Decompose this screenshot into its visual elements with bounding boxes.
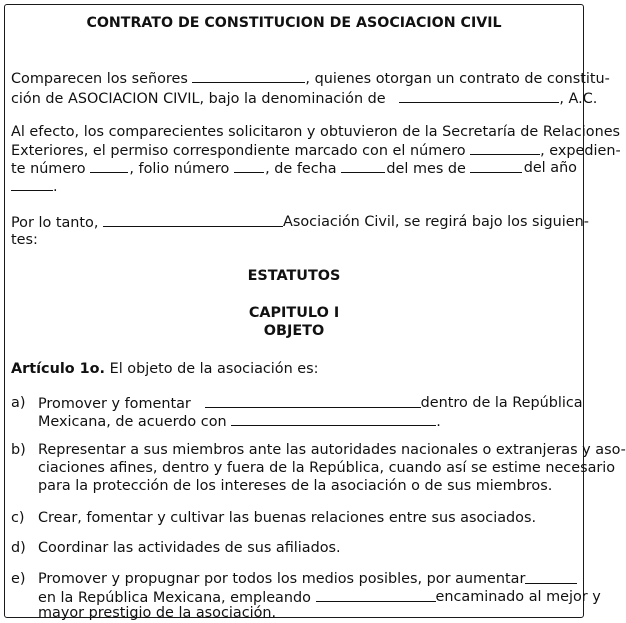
blank-acuerdo bbox=[231, 412, 436, 426]
blank-anio bbox=[11, 177, 53, 191]
para2-text-a: Exteriores, el permiso correspondiente marcado con el número bbox=[11, 143, 466, 159]
item-c-letter: c) bbox=[11, 510, 25, 526]
item-e-text-a: Promover y propugnar por todos los medios posibles, por aumentar bbox=[38, 571, 526, 587]
articulo-text: El objeto de la asociación es: bbox=[109, 361, 319, 377]
para2-period: . bbox=[53, 179, 58, 195]
para2-fecha bbox=[265, 159, 385, 178]
blank-empleando bbox=[316, 588, 436, 602]
item-a-line2 bbox=[38, 412, 577, 431]
item-d-line1: Coordinar las actividades de sus afiliados. bbox=[38, 540, 341, 556]
blank-folio bbox=[234, 159, 264, 173]
item-b-letter: b) bbox=[11, 442, 26, 458]
para2-line4 bbox=[11, 177, 577, 196]
item-e-letter: e) bbox=[11, 571, 26, 587]
para1-line2 bbox=[11, 89, 598, 108]
label-anio: del año bbox=[523, 160, 577, 176]
document-title: CONTRATO DE CONSTITUCION DE ASOCIACION CIVIL bbox=[86, 15, 502, 31]
item-a-text-b: dentro de la República bbox=[420, 395, 583, 411]
item-b-line2: ciaciones afines, dentro y fuera de la República, cuando así se estime necesario bbox=[38, 460, 616, 476]
para1-text-b: , quienes otorgan un contrato de constitu- bbox=[305, 71, 610, 87]
label-por-lo-tanto: Por lo tanto, bbox=[11, 215, 99, 231]
heading-objeto: OBJETO bbox=[263, 323, 325, 339]
blank-denominacion bbox=[399, 89, 559, 103]
para2-numero bbox=[11, 159, 128, 178]
item-e-line3: mayor prestigio de la asociación. bbox=[38, 605, 277, 621]
para3-line2: tes: bbox=[11, 232, 38, 248]
blank-numero-permiso bbox=[470, 141, 540, 155]
label-fecha: , de fecha bbox=[265, 161, 337, 177]
item-a-line1 bbox=[38, 394, 583, 413]
item-c-line1: Crear, fomentar y cultivar las buenas relaciones entre sus asociados. bbox=[38, 510, 537, 526]
blank-fecha bbox=[341, 159, 385, 173]
articulo-1-line bbox=[11, 360, 577, 378]
para1-line1 bbox=[11, 69, 610, 88]
para1-text-d: , A.C. bbox=[559, 91, 598, 107]
heading-estatutos: ESTATUTOS bbox=[247, 268, 341, 284]
para2-text-b: , expedien- bbox=[540, 143, 621, 159]
heading-capitulo: CAPITULO I bbox=[248, 305, 340, 321]
item-e-text-c: encaminado al mejor y bbox=[435, 589, 601, 605]
blank-senores bbox=[192, 69, 305, 83]
item-a-text-c: Mexicana, de acuerdo con bbox=[38, 414, 227, 430]
para2-folio bbox=[129, 159, 264, 178]
label-folio: , folio número bbox=[129, 161, 230, 177]
para2-mes bbox=[386, 159, 522, 178]
para3-start bbox=[11, 213, 283, 232]
item-a-letter: a) bbox=[11, 395, 26, 411]
para2-line2 bbox=[11, 141, 621, 160]
para2-line3 bbox=[11, 159, 577, 178]
label-te-numero: te número bbox=[11, 161, 86, 177]
para3-text-b: Asociación Civil, se regirá bajo los siguien- bbox=[283, 214, 589, 230]
item-a-start bbox=[38, 394, 421, 413]
para1-text-c: ción de ASOCIACION CIVIL, bajo la denominación de bbox=[11, 91, 386, 107]
item-a-period: . bbox=[436, 414, 441, 430]
blank-fomentar bbox=[205, 394, 421, 408]
item-d-letter: d) bbox=[11, 540, 26, 556]
item-e-text-b: en la República Mexicana, empleando bbox=[38, 590, 311, 606]
para2-line1: Al efecto, los comparecientes solicitaron y obtuvieron de la Secretaría de Relaciones bbox=[11, 124, 621, 140]
label-mes: del mes de bbox=[386, 161, 466, 177]
item-a-text-a: Promover y fomentar bbox=[38, 396, 191, 412]
blank-aumentar bbox=[525, 570, 577, 584]
para1-text-a: Comparecen los señores bbox=[11, 71, 188, 87]
articulo-label: Artículo 1o. bbox=[11, 361, 106, 377]
blank-mes bbox=[470, 159, 522, 173]
para3-line1 bbox=[11, 213, 589, 232]
blank-expediente bbox=[90, 159, 128, 173]
blank-asociacion-nombre bbox=[103, 213, 283, 227]
item-e-line1 bbox=[38, 570, 577, 588]
item-b-line1: Representar a sus miembros ante las autoridades nacionales o extranjeras y aso- bbox=[38, 442, 626, 458]
contract-page bbox=[4, 4, 626, 621]
item-b-line3: para la protección de los intereses de la asociación o de sus miembros. bbox=[38, 478, 553, 494]
